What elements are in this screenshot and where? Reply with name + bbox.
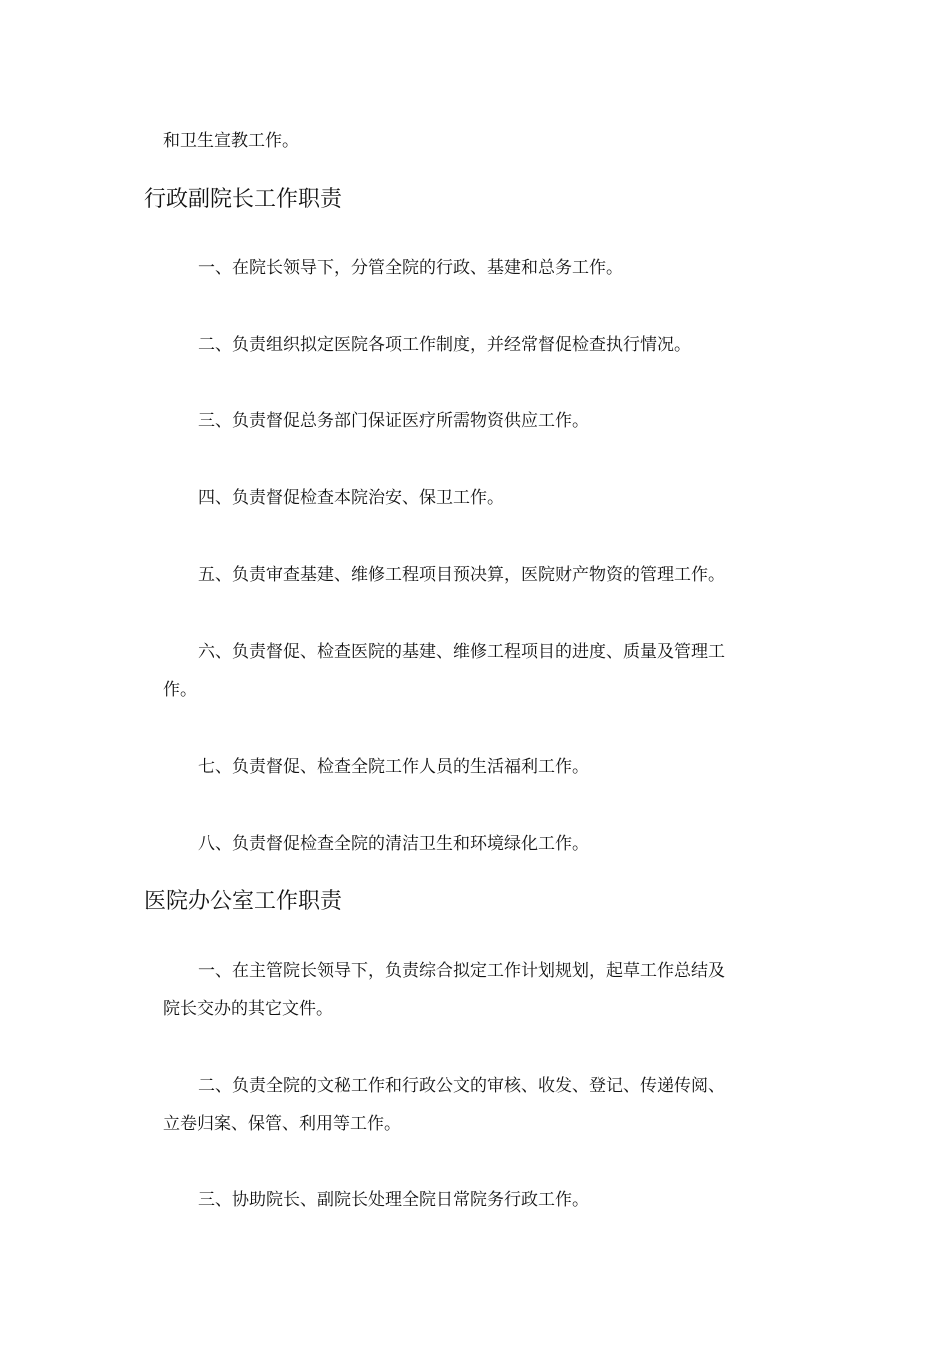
section-title-office: 医院办公室工作职责	[144, 889, 343, 914]
vice-item-8: 八、负责督促检查全院的清洁卫生和环境绿化工作。	[198, 834, 589, 854]
vice-item-6: 六、负责督促、检查医院的基建、维修工程项目的进度、质量及管理工	[198, 642, 725, 662]
vice-item-3: 三、负责督促总务部门保证医疗所需物资供应工作。	[198, 411, 589, 431]
vice-item-2: 二、负责组织拟定医院各项工作制度，并经常督促检查执行情况。	[198, 335, 691, 355]
office-item-2: 二、负责全院的文秘工作和行政公文的审核、收发、登记、传递传阅、	[198, 1076, 725, 1096]
office-item-1: 一、在主管院长领导下，负责综合拟定工作计划规划，起草工作总结及	[198, 961, 725, 981]
office-item-2-continuation: 立卷归案、保管、利用等工作。	[163, 1114, 401, 1134]
section-title-vice-president: 行政副院长工作职责	[144, 187, 343, 212]
vice-item-1: 一、在院长领导下，分管全院的行政、基建和总务工作。	[198, 258, 623, 278]
vice-item-4: 四、负责督促检查本院治安、保卫工作。	[198, 488, 504, 508]
vice-item-6-continuation: 作。	[163, 680, 197, 700]
vice-item-5: 五、负责审查基建、维修工程项目预决算，医院财产物资的管理工作。	[198, 565, 725, 585]
vice-item-7: 七、负责督促、检查全院工作人员的生活福利工作。	[198, 757, 589, 777]
intro-tail-text: 和卫生宣教工作。	[163, 131, 299, 151]
office-item-3: 三、协助院长、副院长处理全院日常院务行政工作。	[198, 1190, 589, 1210]
office-item-1-continuation: 院长交办的其它文件。	[163, 999, 333, 1019]
